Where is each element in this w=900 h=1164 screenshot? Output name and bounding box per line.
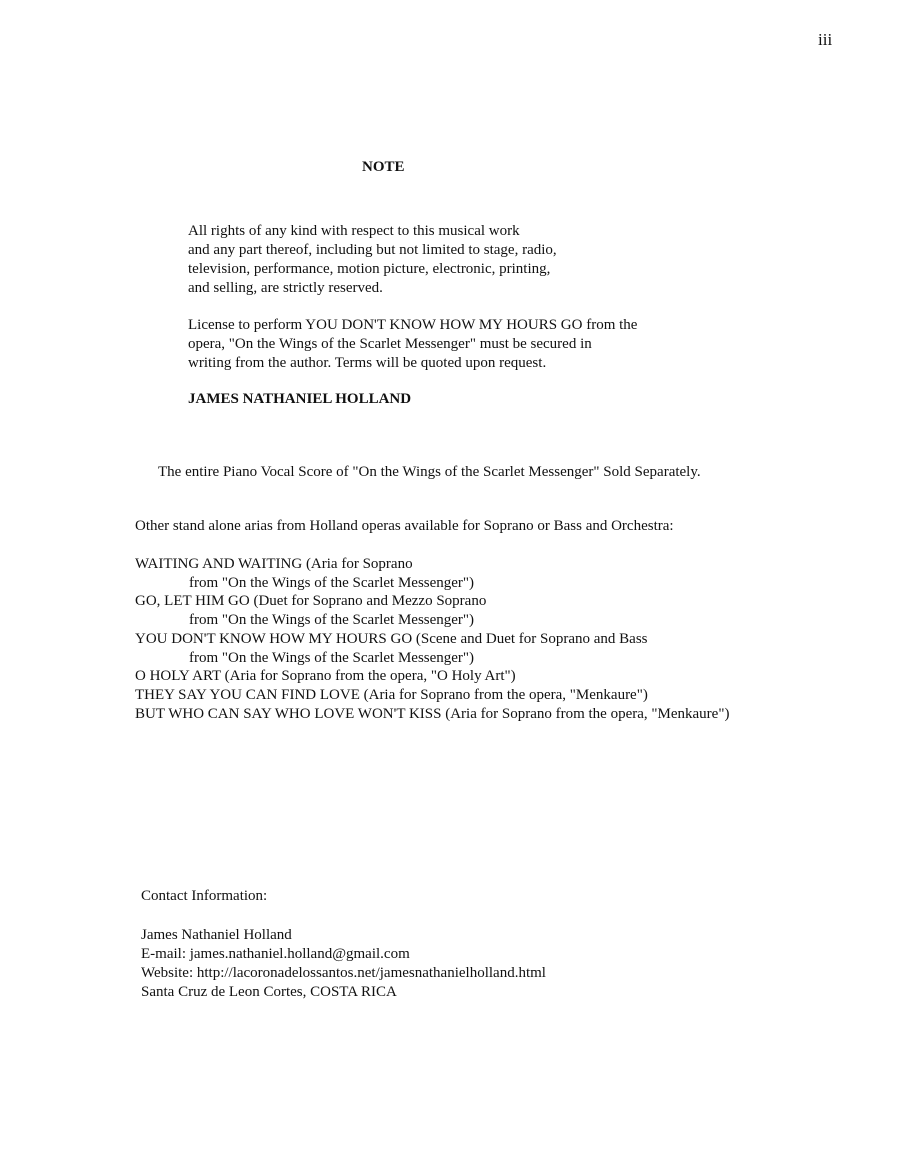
aria-title: GO, LET HIM GO (Duet for Soprano and Mezzo Soprano xyxy=(135,593,487,610)
author-name: JAMES NATHANIEL HOLLAND xyxy=(188,391,412,407)
aria-title: YOU DON'T KNOW HOW MY HOURS GO (Scene and Duet for Soprano and Bass xyxy=(135,630,648,647)
aria-source: from "On the Wings of the Scarlet Messenger") xyxy=(189,574,475,591)
contact-name: James Nathaniel Holland xyxy=(141,927,292,943)
contact-heading: Contact Information: xyxy=(141,888,268,904)
aria-title: BUT WHO CAN SAY WHO LOVE WON'T KISS (Aria for Soprano from the opera, "Menkaure") xyxy=(135,705,730,722)
contact-location: Santa Cruz de Leon Cortes, COSTA RICA xyxy=(141,984,397,1000)
rights-paragraph xyxy=(188,222,557,298)
rights-line: All rights of any kind with respect to this musical work xyxy=(188,223,520,239)
aria-source: from "On the Wings of the Scarlet Messenger") xyxy=(189,612,475,629)
rights-line: television, performance, motion picture, electronic, printing, xyxy=(188,261,551,277)
contact-website: Website: http://lacoronadelossantos.net/jamesnathanielholland.html xyxy=(141,965,546,981)
aria-title: THEY SAY YOU CAN FIND LOVE (Aria for Soprano from the opera, "Menkaure") xyxy=(135,686,648,703)
page-number: iii xyxy=(818,30,833,49)
rights-line: and any part thereof, including but not limited to stage, radio, xyxy=(188,242,557,258)
sold-separately-note: The entire Piano Vocal Score of "On the Wings of the Scarlet Messenger" Sold Separately. xyxy=(158,464,701,480)
contact-details xyxy=(141,926,546,1002)
rights-line: and selling, are strictly reserved. xyxy=(188,280,383,296)
contact-email: E-mail: james.nathaniel.holland@gmail.com xyxy=(141,946,410,962)
aria-source: from "On the Wings of the Scarlet Messenger") xyxy=(189,649,475,666)
other-arias-heading: Other stand alone arias from Holland operas available for Soprano or Bass and Orchestra: xyxy=(135,518,674,534)
arias-list xyxy=(135,555,729,723)
license-line: opera, "On the Wings of the Scarlet Messenger" must be secured in xyxy=(188,336,592,352)
aria-title: O HOLY ART (Aria for Soprano from the opera, "O Holy Art") xyxy=(135,668,516,685)
license-line: writing from the author. Terms will be quoted upon request. xyxy=(188,355,547,371)
license-paragraph xyxy=(188,316,637,373)
aria-title: WAITING AND WAITING (Aria for Soprano xyxy=(135,556,413,572)
note-title: NOTE xyxy=(362,159,405,175)
license-line: License to perform YOU DON'T KNOW HOW MY HOURS GO from the xyxy=(188,317,638,333)
